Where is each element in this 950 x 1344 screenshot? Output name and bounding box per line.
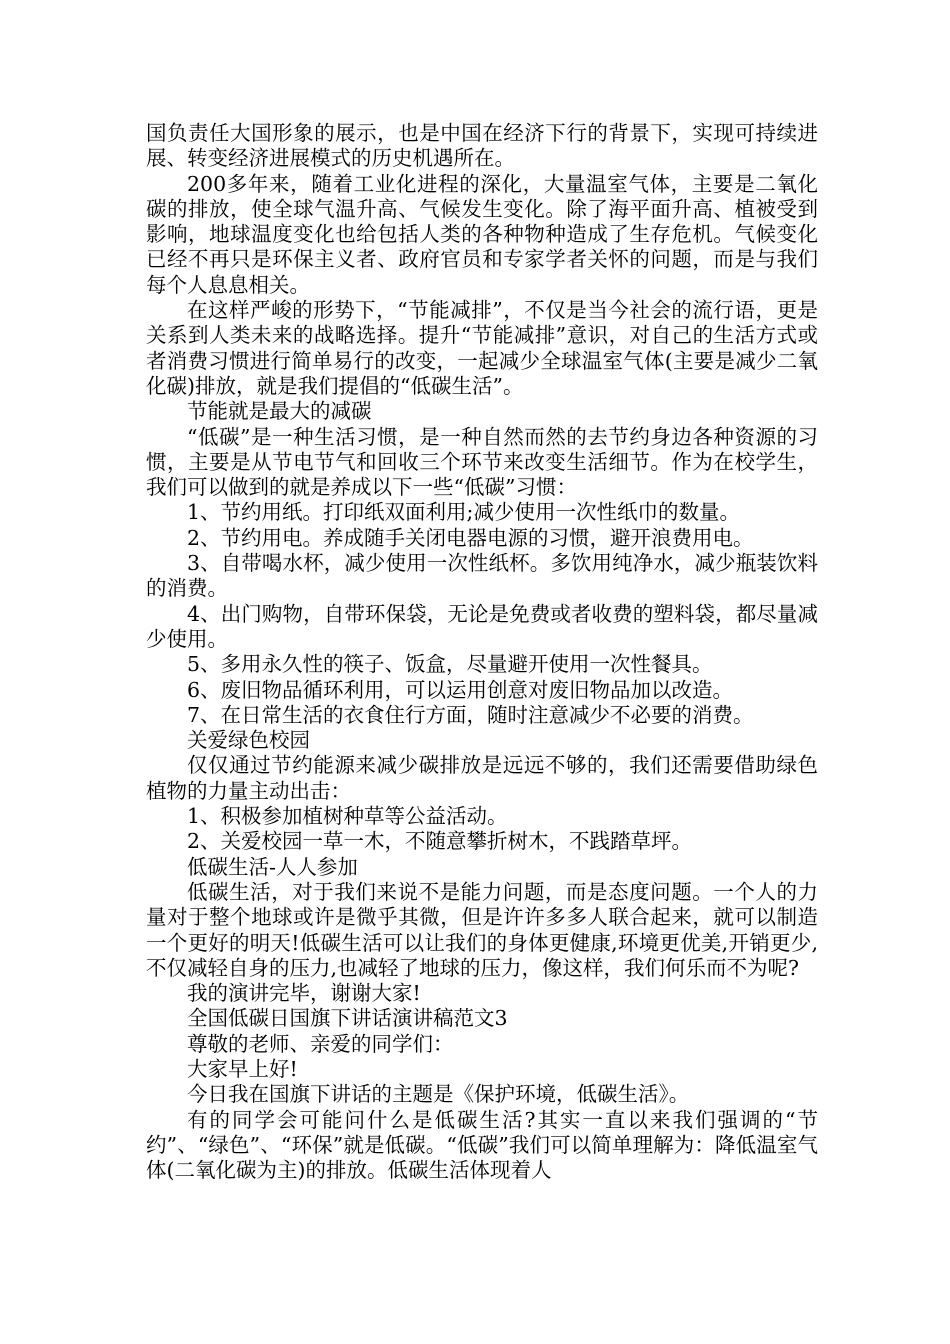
list-item: 1、节约用纸。打印纸双面利用;减少使用一次性纸巾的数量。 (187, 500, 740, 525)
greeting: 大家早上好! (187, 1056, 298, 1081)
list-item: 5、多用永久性的筷子、饭盒，尽量避开使用一次性餐具。 (187, 652, 713, 677)
paragraph: 200多年来，随着工业化进程的深化，大量温室气体，主要是二氧化碳的排放，使全球气温升高、气候发生变化。除了海平面升高、植被受到影响，地球温度变化也给包括人类的各种物种造成了生存危机。气候变化已经不再只是环保主义者、政府官员和专家学者关怀的问题，而是与我们每个人息息相关。 (146, 171, 818, 297)
paragraph: 仅仅通过节约能源来减少碳排放是远远不够的，我们还需要借助绿色植物的力量主动出击： (146, 753, 818, 803)
section-heading: 关爱绿色校园 (187, 728, 310, 753)
list-item: 1、积极参加植树种草等公益活动。 (187, 804, 508, 829)
paragraph: 我的演讲完毕，谢谢大家! (187, 981, 421, 1006)
list-item: 4、出门购物，自带环保袋，无论是免费或者收费的塑料袋，都尽量减少使用。 (146, 601, 818, 651)
section-heading: 节能就是最大的减碳 (187, 399, 372, 424)
paragraph: “低碳”是一种生活习惯，是一种自然而然的去节约身边各种资源的习惯，主要是从节电节气和回收三个环节来改变生活细节。作为在校学生，我们可以做到的就是养成以下一些“低碳”习惯： (146, 424, 818, 500)
paragraph: 国负责任大国形象的展示，也是中国在经济下行的背景下，实现可持续进展、转变经济进展模式的历史机遇所在。 (146, 121, 818, 171)
document-page (146, 121, 818, 1183)
list-item: 2、关爱校园一草一木，不随意攀折树木，不践踏草坪。 (187, 829, 693, 854)
paragraph: 低碳生活，对于我们来说不是能力问题，而是态度问题。一个人的力量对于整个地球或许是微乎其微，但是许许多多人联合起来，就可以制造一个更好的明天!低碳生活可以让我们的身体更健康,环境更优美,开销更少,不仅减轻自身的压力,也减轻了地球的压力，像这样，我们何乐而不为呢? (146, 879, 818, 980)
salutation: 尊敬的老师、亲爱的同学们： (187, 1031, 454, 1056)
list-item: 2、节约用电。养成随手关闭电器电源的习惯，避开浪费用电。 (187, 525, 754, 550)
list-item: 6、废旧物品循环利用，可以运用创意对废旧物品加以改造。 (187, 677, 734, 702)
list-item: 7、在日常生活的衣食住行方面，随时注意减少不必要的消费。 (187, 702, 754, 727)
paragraph: 有的同学会可能问什么是低碳生活?其实一直以来我们强调的“节约”、“绿色”、“环保”就是低碳。“低碳”我们可以简单理解为：降低温室气体(二氧化碳为主)的排放。低碳生活体现着人 (146, 1107, 818, 1183)
list-item: 3、自带喝水杯，减少使用一次性纸杯。多饮用纯净水，减少瓶装饮料的消费。 (146, 551, 818, 601)
paragraph: 今日我在国旗下讲话的主题是《保护环境，低碳生活》。 (187, 1082, 690, 1107)
paragraph: 在这样严峻的形势下，“节能减排”，不仅是当今社会的流行语，更是关系到人类未来的战略选择。提升“节能减排”意识，对自己的生活方式或者消费习惯进行简单易行的改变，一起减少全球温室气体(主要是减少二氧化碳)排放，就是我们提倡的“低碳生活”。 (146, 298, 818, 398)
section-heading: 低碳生活-人人参加 (187, 854, 358, 879)
speech-title: 全国低碳日国旗下讲话演讲稿范文3 (187, 1006, 508, 1031)
